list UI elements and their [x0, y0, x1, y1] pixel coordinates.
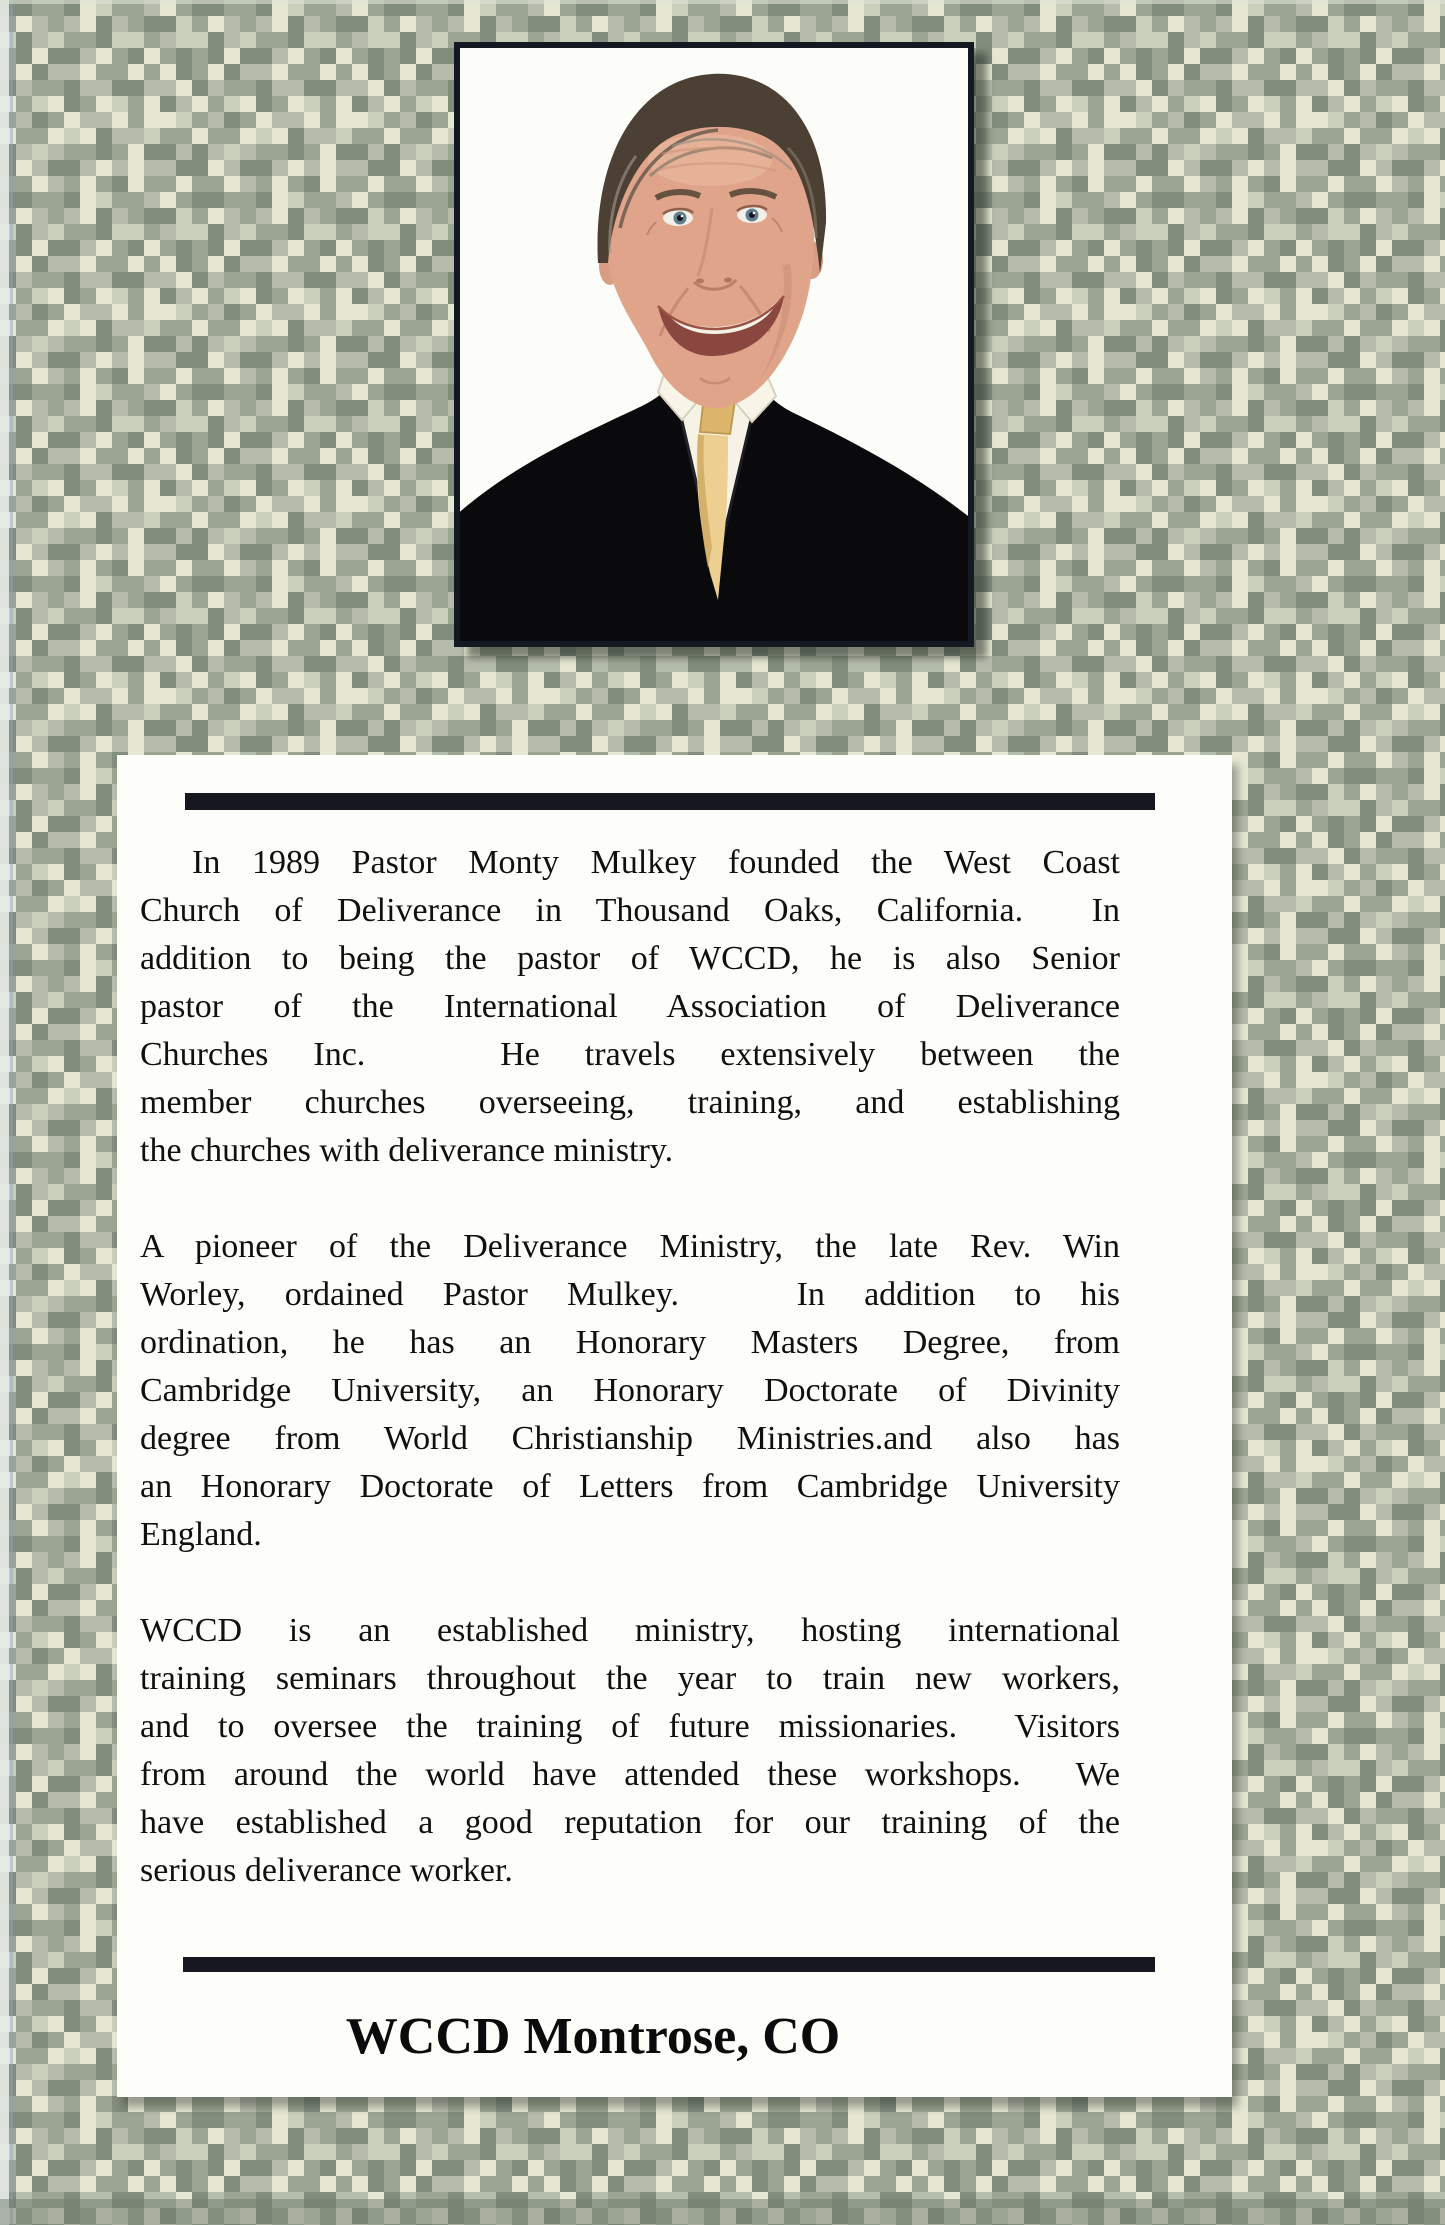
text-line: have established a good reputation for our training of the — [140, 1804, 1120, 1841]
top-rule — [185, 793, 1155, 810]
text-line: ordination, he has an Honorary Masters Degree, from — [140, 1324, 1120, 1361]
text-line: Churches Inc. He travels extensively between the — [140, 1036, 1120, 1073]
text-line: degree from World Christianship Ministries.and also has — [140, 1420, 1120, 1457]
scan-edge-artifact — [0, 0, 9, 2225]
text-line: addition to being the pastor of WCCD, he is also Senior — [140, 940, 1120, 977]
text-line: pastor of the International Association of Deliverance — [140, 988, 1120, 1025]
text-line: training seminars throughout the year to train new workers, — [140, 1660, 1120, 1697]
text-line: Worley, ordained Pastor Mulkey. In addition to his — [140, 1276, 1120, 1313]
portrait-illustration — [460, 48, 968, 641]
text-line: A pioneer of the Deliverance Ministry, the late Rev. Win — [140, 1228, 1120, 1265]
paragraph — [140, 1223, 1120, 1559]
text-line: In 1989 Pastor Monty Mulkey founded the West Coast — [192, 844, 1120, 881]
portrait-photo — [454, 42, 974, 647]
scan-top-artifact — [0, 0, 1445, 4]
text-line: an Honorary Doctorate of Letters from Cambridge University — [140, 1468, 1120, 1505]
paragraph — [140, 839, 1120, 1175]
text-line: WCCD is an established ministry, hosting international — [140, 1612, 1120, 1649]
text-line: from around the world have attended these workshops. We — [140, 1756, 1120, 1793]
scan-bottom-artifact — [0, 2199, 1445, 2225]
bottom-rule — [183, 1957, 1155, 1972]
text-line: Church of Deliverance in Thousand Oaks, California. In — [140, 892, 1120, 929]
text-line: Cambridge University, an Honorary Doctorate of Divinity — [140, 1372, 1120, 1409]
text-panel — [117, 755, 1232, 2097]
text-line: the churches with deliverance ministry. — [140, 1132, 674, 1169]
text-line: and to oversee the training of future missionaries. Visitors — [140, 1708, 1120, 1745]
page-title: WCCD Montrose, CO — [345, 2008, 841, 2065]
text-line: serious deliverance worker. — [140, 1852, 513, 1889]
scan-line-artifact — [10, 0, 13, 2225]
body-text — [140, 839, 1120, 1895]
paragraph — [140, 1607, 1120, 1895]
text-line: England. — [140, 1516, 262, 1553]
text-line: member churches overseeing, training, and establishing — [140, 1084, 1120, 1121]
